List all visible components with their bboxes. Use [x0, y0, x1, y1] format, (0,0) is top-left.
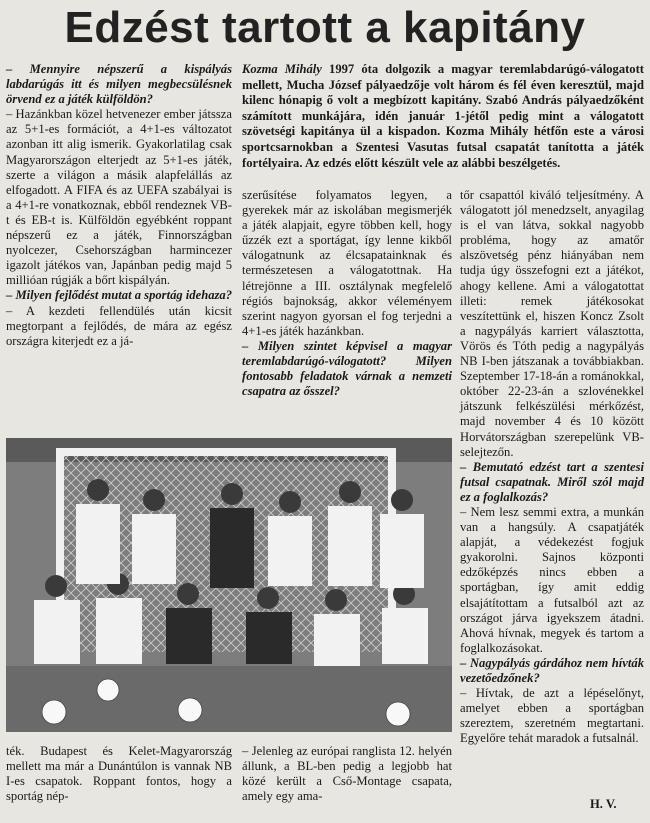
- question: – Milyen szintet képvisel a magyar teremlabdarúgó-válogatott? Milyen fontosabb feladatok várnak a nemzeti csapatra az ősszel?: [242, 338, 452, 399]
- answer: – A kezdeti fellendülés után kicsit megtorpant a fejlődés, de mára az egész országra kiterjedt ez a já-: [6, 303, 232, 348]
- lead-text: 1997 óta dolgozik a magyar teremlabdarúgó-válogatott mellett, Mucha József pályaedzője volt három és fél éven keresztül, majd kilenc hónapig ő volt a megbízott kapitány. Szabó András pályaedzőként számított munkájára, idén január 1-jétől pedig mint a válogatott szövetségi kapitánya ül a kispadon. Kozma Mihály hétfőn este a városi sportcsarnokban a Szentesi Vasutas futsal csapatát tanította a játék fortélyaira. Az edzés előtt készült vele az alábbi beszélgetés.: [242, 62, 644, 170]
- question: – Nagypályás gárdához nem hívták vezetőedzőnek?: [460, 655, 644, 685]
- author-signature: H. V.: [590, 797, 617, 811]
- lead-name: Kozma Mihály: [242, 62, 322, 76]
- team-photo-image: [6, 438, 452, 732]
- team-photo: [6, 438, 452, 732]
- answer: – Nem lesz semmi extra, a munkán van a hangsúly. A csapatjáték alapját, a védekezést fogjuk gyakorolni. Sajnos központi edzőképzés nincs ebben a sportágban, így amit eddig elsajátítottam a futsalból azt az országot járva igyekszem átadni. Ahová hívnak, megyek és tartom a foglalkozásokat.: [460, 504, 644, 655]
- bottom-column-2: – Jelenleg az európai ranglista 12. helyén állunk, a BL-ben pedig a legjobb hat közé került a Cső-Montage csapata, amely egy ama-: [242, 744, 452, 804]
- answer: szerűsítése folyamatos legyen, a gyerekek már az iskolában megismerjék a játék alapjait, egyre többen kell, hogy űzzék ezt a sportágat, így lenne kikből válogatnunk az élcsapatainknak és természetesen a válogatottnak. Ha létrejönne a III. osztálynak megfelelő régiós bajnokság, akkor véleményem szerint nagyon gyorsan el fog terjedni a 4+1-es játék hazánkban.: [242, 188, 452, 338]
- question: – Bemutató edzést tart a szentesi futsal csapatnak. Miről szól majd ez a foglalkozás?: [460, 459, 644, 504]
- lead-paragraph: [242, 62, 644, 171]
- headline: Edzést tartott a kapitány: [64, 3, 586, 52]
- answer: – Hívtak, de azt a lépéselőnyt, amelyet ebben a sportágban szereztem, szeretném megtartani. Egyelőre tehát maradok a futsalnál.: [460, 686, 644, 746]
- answer: tőr csapattól kiváló teljesítmény. A válogatott jól menedzselt, anyagilag is el van látva, sokkal nagyobb probléma, hogy az amatőr alszövetség pénz hiányában nem tudja úgy összefogni ezt a játékot, ahogy kellene. Ami a válogatottat illeti: remek játékosokat veszítettünk el, hiszen Koncz Zsolt a nagypályás karriert választotta, Vörös és Tóth pedig a nagypályás NB I-ben játszanak a továbbiakban. Szeptember 17-18-án a románokkal, október 22-23-án a szlovénekkel játszunk felkészülési mérkőzést, majd november 4 és 10 között Horvátországban szerepelünk VB-selejtezőn.: [460, 188, 644, 459]
- column-3: [460, 188, 644, 746]
- question: – Mennyire népszerű a kispályás labdarúgás itt és milyen megbecsülésnek örvend ez a játék külföldön?: [6, 62, 232, 107]
- question: – Milyen fejlődést mutat a sportág idehaza?: [6, 288, 232, 303]
- bottom-column-1: ték. Budapest és Kelet-Magyarország mellett ma már a Dunántúlon is vannak NB I-es csapatok. Roppant fontos, hogy a sportág nép-: [6, 744, 232, 804]
- column-1: [6, 62, 232, 349]
- answer: – Hazánkban közel hetvenezer ember játssza az 5+1-es formációt, a 4+1-es változatot azonban itt alig ismerik. Gyakorlatilag csak Magyarországon elterjedt az 5+1-es játék, szerte a világon a másik alapfelállás az elfogadott. A FIFA és az UEFA szabályai is a 4+1-re vonatkoznak, ebből rendeznek VB-t és EB-t is. Külföldön egyébként roppant népszerű ez a játék, Finnországban nyolcezer, Csehországban harmincezer igazolt játékos van, Japánban pedig majd 5 millióan rúgják a bőrt kispályán.: [6, 107, 232, 288]
- column-2: [242, 188, 452, 399]
